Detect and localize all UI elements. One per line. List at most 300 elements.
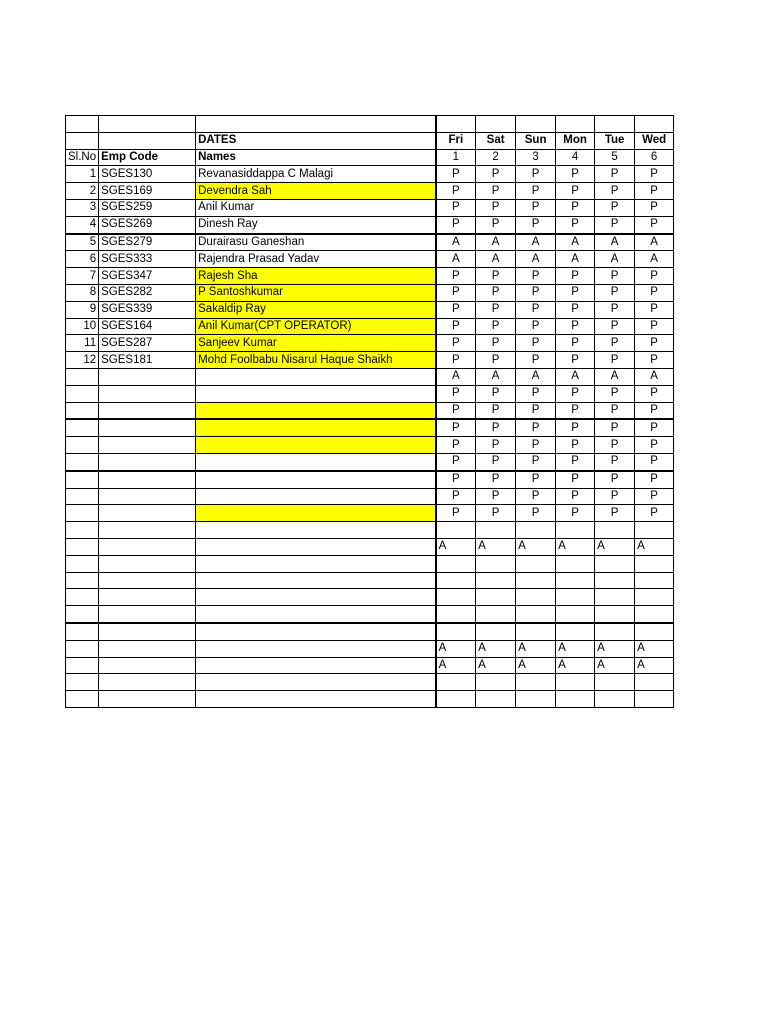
employee-name-cell[interactable]: Rajesh Sha — [196, 268, 436, 285]
blank-cell[interactable] — [99, 640, 196, 657]
attendance-cell[interactable] — [516, 623, 556, 640]
attendance-cell[interactable]: P — [635, 505, 674, 522]
attendance-cell[interactable]: P — [595, 437, 635, 454]
attendance-cell[interactable]: P — [516, 166, 556, 183]
attendance-cell[interactable] — [436, 691, 476, 708]
attendance-cell[interactable]: P — [635, 268, 674, 285]
attendance-cell[interactable]: P — [595, 488, 635, 505]
attendance-cell[interactable]: P — [436, 453, 476, 470]
blank-cell[interactable] — [99, 657, 196, 674]
blank-cell[interactable] — [99, 555, 196, 572]
attendance-cell[interactable]: P — [516, 437, 556, 454]
attendance-cell[interactable]: A — [516, 234, 556, 251]
attendance-cell[interactable]: P — [436, 199, 476, 216]
attendance-cell[interactable]: P — [556, 268, 595, 285]
day-number-header[interactable]: 5 — [595, 149, 635, 166]
attendance-cell[interactable]: P — [635, 488, 674, 505]
attendance-cell[interactable]: P — [476, 284, 516, 301]
blank-cell[interactable] — [476, 116, 516, 133]
attendance-cell[interactable] — [436, 606, 476, 623]
attendance-cell[interactable] — [635, 572, 674, 589]
attendance-cell[interactable] — [516, 522, 556, 539]
attendance-cell[interactable] — [595, 522, 635, 539]
attendance-cell[interactable]: P — [476, 352, 516, 369]
emp-code-cell[interactable]: SGES339 — [99, 301, 196, 318]
blank-name-cell[interactable] — [196, 606, 436, 623]
blank-cell[interactable] — [66, 555, 99, 572]
attendance-cell[interactable]: A — [476, 368, 516, 385]
blank-cell[interactable] — [66, 488, 99, 505]
attendance-cell[interactable]: P — [595, 471, 635, 488]
employee-name-cell[interactable]: Mohd Foolbabu Nisarul Haque Shaikh — [196, 352, 436, 369]
attendance-cell[interactable]: A — [516, 368, 556, 385]
employee-name-cell[interactable]: Rajendra Prasad Yadav — [196, 251, 436, 268]
attendance-cell[interactable]: P — [556, 352, 595, 369]
blank-cell[interactable] — [595, 116, 635, 133]
blank-cell[interactable] — [66, 657, 99, 674]
attendance-cell[interactable] — [476, 623, 516, 640]
sl-no-cell[interactable]: 2 — [66, 183, 99, 200]
attendance-cell[interactable]: A — [556, 251, 595, 268]
attendance-cell[interactable]: P — [476, 183, 516, 200]
attendance-cell[interactable] — [556, 674, 595, 691]
attendance-cell[interactable]: P — [595, 402, 635, 419]
attendance-cell[interactable]: P — [635, 471, 674, 488]
attendance-cell[interactable]: P — [476, 166, 516, 183]
attendance-cell[interactable] — [516, 555, 556, 572]
attendance-cell[interactable]: P — [436, 268, 476, 285]
employee-name-cell[interactable]: Devendra Sah — [196, 183, 436, 200]
blank-name-cell[interactable] — [196, 538, 436, 555]
attendance-cell[interactable]: P — [516, 488, 556, 505]
attendance-cell[interactable]: P — [436, 352, 476, 369]
attendance-cell[interactable] — [476, 606, 516, 623]
emp-code-cell[interactable]: SGES169 — [99, 183, 196, 200]
attendance-cell[interactable]: P — [476, 385, 516, 402]
attendance-cell[interactable]: P — [476, 301, 516, 318]
attendance-cell[interactable]: P — [516, 268, 556, 285]
emp-code-cell[interactable]: SGES279 — [99, 234, 196, 251]
attendance-cell[interactable]: A — [635, 251, 674, 268]
attendance-cell[interactable]: A — [476, 640, 516, 657]
blank-cell[interactable] — [99, 589, 196, 606]
attendance-cell[interactable]: P — [595, 166, 635, 183]
attendance-cell[interactable]: P — [556, 419, 595, 436]
blank-cell[interactable] — [66, 505, 99, 522]
dates-label[interactable]: DATES — [196, 132, 436, 149]
attendance-cell[interactable]: A — [595, 640, 635, 657]
attendance-cell[interactable]: P — [516, 505, 556, 522]
attendance-cell[interactable] — [476, 555, 516, 572]
blank-cell[interactable] — [516, 116, 556, 133]
blank-cell[interactable] — [99, 116, 196, 133]
blank-name-cell[interactable] — [196, 437, 436, 454]
attendance-cell[interactable]: P — [556, 301, 595, 318]
blank-cell[interactable] — [99, 674, 196, 691]
blank-name-cell[interactable] — [196, 522, 436, 539]
attendance-cell[interactable] — [595, 623, 635, 640]
attendance-cell[interactable] — [556, 606, 595, 623]
blank-cell[interactable] — [99, 471, 196, 488]
attendance-cell[interactable]: P — [476, 453, 516, 470]
sl-no-cell[interactable]: 8 — [66, 284, 99, 301]
emp-code-cell[interactable]: SGES164 — [99, 318, 196, 335]
sl-no-cell[interactable]: 9 — [66, 301, 99, 318]
attendance-cell[interactable]: A — [595, 234, 635, 251]
attendance-cell[interactable]: P — [516, 453, 556, 470]
attendance-cell[interactable]: P — [436, 471, 476, 488]
attendance-cell[interactable]: P — [595, 216, 635, 233]
attendance-cell[interactable]: P — [476, 488, 516, 505]
day-number-header[interactable]: 4 — [556, 149, 595, 166]
attendance-cell[interactable] — [556, 589, 595, 606]
attendance-cell[interactable] — [436, 589, 476, 606]
attendance-cell[interactable]: P — [516, 419, 556, 436]
attendance-cell[interactable]: P — [595, 268, 635, 285]
sl-no-cell[interactable]: 5 — [66, 234, 99, 251]
blank-cell[interactable] — [66, 402, 99, 419]
attendance-cell[interactable] — [476, 589, 516, 606]
attendance-cell[interactable]: P — [556, 385, 595, 402]
attendance-cell[interactable]: P — [436, 488, 476, 505]
attendance-cell[interactable]: P — [635, 284, 674, 301]
blank-cell[interactable] — [99, 402, 196, 419]
attendance-cell[interactable]: P — [635, 453, 674, 470]
blank-name-cell[interactable] — [196, 572, 436, 589]
blank-cell[interactable] — [66, 522, 99, 539]
blank-name-cell[interactable] — [196, 657, 436, 674]
attendance-cell[interactable]: A — [476, 251, 516, 268]
attendance-cell[interactable] — [635, 623, 674, 640]
attendance-cell[interactable]: A — [635, 538, 674, 555]
blank-cell[interactable] — [99, 132, 196, 149]
emp-code-header[interactable]: Emp Code — [99, 149, 196, 166]
attendance-cell[interactable]: P — [635, 318, 674, 335]
day-header-tue[interactable]: Tue — [595, 132, 635, 149]
attendance-cell[interactable]: A — [516, 657, 556, 674]
attendance-cell[interactable]: P — [436, 301, 476, 318]
attendance-cell[interactable] — [516, 572, 556, 589]
attendance-cell[interactable]: P — [516, 183, 556, 200]
attendance-cell[interactable]: P — [556, 166, 595, 183]
attendance-cell[interactable]: A — [635, 640, 674, 657]
blank-cell[interactable] — [635, 116, 674, 133]
attendance-cell[interactable]: P — [436, 183, 476, 200]
attendance-cell[interactable] — [476, 674, 516, 691]
employee-name-cell[interactable]: Anil Kumar(CPT OPERATOR) — [196, 318, 436, 335]
attendance-cell[interactable] — [556, 691, 595, 708]
blank-cell[interactable] — [66, 623, 99, 640]
attendance-cell[interactable] — [476, 522, 516, 539]
day-number-header[interactable]: 1 — [436, 149, 476, 166]
sl-no-header[interactable]: Sl.No — [66, 149, 99, 166]
attendance-cell[interactable] — [516, 691, 556, 708]
day-header-sun[interactable]: Sun — [516, 132, 556, 149]
blank-name-cell[interactable] — [196, 368, 436, 385]
blank-name-cell[interactable] — [196, 691, 436, 708]
blank-name-cell[interactable] — [196, 385, 436, 402]
attendance-cell[interactable] — [556, 555, 595, 572]
attendance-cell[interactable]: P — [476, 268, 516, 285]
attendance-cell[interactable]: P — [436, 419, 476, 436]
attendance-cell[interactable]: P — [556, 471, 595, 488]
attendance-cell[interactable]: P — [635, 183, 674, 200]
attendance-cell[interactable] — [476, 691, 516, 708]
attendance-cell[interactable] — [595, 555, 635, 572]
attendance-cell[interactable]: P — [516, 352, 556, 369]
employee-name-cell[interactable]: Durairasu Ganeshan — [196, 234, 436, 251]
blank-cell[interactable] — [66, 471, 99, 488]
attendance-cell[interactable]: P — [556, 488, 595, 505]
attendance-cell[interactable]: P — [516, 471, 556, 488]
attendance-cell[interactable]: P — [476, 402, 516, 419]
attendance-cell[interactable]: P — [516, 402, 556, 419]
attendance-cell[interactable] — [436, 572, 476, 589]
attendance-cell[interactable]: P — [476, 216, 516, 233]
attendance-cell[interactable]: P — [635, 335, 674, 352]
attendance-cell[interactable]: P — [436, 437, 476, 454]
attendance-cell[interactable]: P — [556, 437, 595, 454]
attendance-cell[interactable]: A — [595, 368, 635, 385]
attendance-cell[interactable]: P — [635, 216, 674, 233]
blank-cell[interactable] — [99, 538, 196, 555]
attendance-cell[interactable]: A — [635, 657, 674, 674]
blank-name-cell[interactable] — [196, 419, 436, 436]
attendance-cell[interactable]: P — [476, 318, 516, 335]
blank-cell[interactable] — [99, 368, 196, 385]
blank-cell[interactable] — [196, 116, 436, 133]
blank-name-cell[interactable] — [196, 453, 436, 470]
employee-name-cell[interactable]: P Santoshkumar — [196, 284, 436, 301]
attendance-cell[interactable]: A — [635, 368, 674, 385]
sl-no-cell[interactable]: 10 — [66, 318, 99, 335]
emp-code-cell[interactable]: SGES287 — [99, 335, 196, 352]
attendance-cell[interactable]: P — [635, 402, 674, 419]
attendance-cell[interactable]: P — [556, 199, 595, 216]
attendance-cell[interactable]: P — [516, 216, 556, 233]
attendance-cell[interactable]: P — [556, 453, 595, 470]
attendance-cell[interactable]: P — [635, 419, 674, 436]
attendance-cell[interactable] — [556, 572, 595, 589]
blank-cell[interactable] — [99, 419, 196, 436]
attendance-cell[interactable] — [516, 589, 556, 606]
blank-cell[interactable] — [66, 538, 99, 555]
attendance-cell[interactable] — [595, 691, 635, 708]
attendance-cell[interactable]: P — [516, 301, 556, 318]
attendance-cell[interactable] — [595, 606, 635, 623]
attendance-cell[interactable]: P — [556, 505, 595, 522]
blank-cell[interactable] — [99, 623, 196, 640]
attendance-cell[interactable]: A — [436, 640, 476, 657]
sl-no-cell[interactable]: 3 — [66, 199, 99, 216]
blank-cell[interactable] — [66, 606, 99, 623]
attendance-cell[interactable]: P — [436, 335, 476, 352]
attendance-cell[interactable]: A — [436, 657, 476, 674]
sl-no-cell[interactable]: 4 — [66, 216, 99, 233]
attendance-cell[interactable]: P — [635, 437, 674, 454]
attendance-cell[interactable]: P — [556, 284, 595, 301]
blank-cell[interactable] — [66, 691, 99, 708]
attendance-cell[interactable]: P — [476, 505, 516, 522]
attendance-cell[interactable]: A — [556, 640, 595, 657]
attendance-cell[interactable] — [556, 522, 595, 539]
attendance-cell[interactable]: P — [516, 335, 556, 352]
attendance-cell[interactable]: P — [595, 199, 635, 216]
attendance-cell[interactable] — [635, 522, 674, 539]
attendance-cell[interactable]: A — [516, 251, 556, 268]
attendance-cell[interactable] — [436, 623, 476, 640]
employee-name-cell[interactable]: Sanjeev Kumar — [196, 335, 436, 352]
employee-name-cell[interactable]: Sakaldip Ray — [196, 301, 436, 318]
attendance-cell[interactable]: A — [516, 640, 556, 657]
attendance-cell[interactable]: A — [595, 657, 635, 674]
attendance-cell[interactable]: P — [436, 402, 476, 419]
emp-code-cell[interactable]: SGES269 — [99, 216, 196, 233]
attendance-cell[interactable]: A — [556, 234, 595, 251]
attendance-cell[interactable] — [595, 589, 635, 606]
emp-code-cell[interactable]: SGES181 — [99, 352, 196, 369]
attendance-cell[interactable]: P — [595, 301, 635, 318]
attendance-cell[interactable] — [516, 606, 556, 623]
attendance-cell[interactable]: A — [595, 251, 635, 268]
attendance-cell[interactable]: P — [556, 335, 595, 352]
blank-cell[interactable] — [66, 572, 99, 589]
attendance-cell[interactable]: P — [476, 335, 516, 352]
attendance-cell[interactable]: P — [436, 385, 476, 402]
attendance-cell[interactable]: P — [556, 216, 595, 233]
attendance-cell[interactable]: A — [556, 657, 595, 674]
blank-name-cell[interactable] — [196, 555, 436, 572]
emp-code-cell[interactable]: SGES282 — [99, 284, 196, 301]
blank-cell[interactable] — [436, 116, 476, 133]
attendance-cell[interactable]: A — [595, 538, 635, 555]
emp-code-cell[interactable]: SGES347 — [99, 268, 196, 285]
attendance-cell[interactable] — [436, 522, 476, 539]
attendance-cell[interactable]: P — [436, 505, 476, 522]
blank-cell[interactable] — [66, 385, 99, 402]
employee-name-cell[interactable]: Revanasiddappa C Malagi — [196, 166, 436, 183]
blank-cell[interactable] — [66, 132, 99, 149]
attendance-cell[interactable]: P — [595, 318, 635, 335]
attendance-cell[interactable] — [476, 572, 516, 589]
sl-no-cell[interactable]: 7 — [66, 268, 99, 285]
blank-cell[interactable] — [66, 589, 99, 606]
attendance-cell[interactable]: P — [476, 471, 516, 488]
blank-cell[interactable] — [66, 116, 99, 133]
attendance-cell[interactable] — [516, 674, 556, 691]
attendance-cell[interactable]: P — [595, 385, 635, 402]
attendance-cell[interactable]: P — [635, 166, 674, 183]
blank-cell[interactable] — [99, 437, 196, 454]
attendance-cell[interactable] — [436, 674, 476, 691]
day-number-header[interactable]: 2 — [476, 149, 516, 166]
sl-no-cell[interactable]: 12 — [66, 352, 99, 369]
day-header-fri[interactable]: Fri — [436, 132, 476, 149]
attendance-cell[interactable]: A — [436, 538, 476, 555]
attendance-cell[interactable]: P — [516, 284, 556, 301]
attendance-cell[interactable]: P — [595, 335, 635, 352]
blank-cell[interactable] — [99, 606, 196, 623]
employee-name-cell[interactable]: Anil Kumar — [196, 199, 436, 216]
attendance-cell[interactable]: P — [635, 352, 674, 369]
attendance-cell[interactable]: A — [635, 234, 674, 251]
blank-cell[interactable] — [556, 116, 595, 133]
attendance-cell[interactable]: P — [436, 318, 476, 335]
attendance-cell[interactable]: P — [556, 402, 595, 419]
attendance-cell[interactable]: P — [595, 183, 635, 200]
blank-cell[interactable] — [99, 453, 196, 470]
blank-cell[interactable] — [66, 368, 99, 385]
attendance-cell[interactable] — [595, 572, 635, 589]
attendance-cell[interactable]: P — [436, 216, 476, 233]
attendance-cell[interactable]: P — [556, 183, 595, 200]
blank-name-cell[interactable] — [196, 402, 436, 419]
attendance-cell[interactable]: P — [595, 419, 635, 436]
attendance-cell[interactable]: A — [556, 368, 595, 385]
blank-name-cell[interactable] — [196, 623, 436, 640]
blank-name-cell[interactable] — [196, 488, 436, 505]
emp-code-cell[interactable]: SGES130 — [99, 166, 196, 183]
attendance-cell[interactable]: P — [595, 284, 635, 301]
attendance-cell[interactable]: P — [516, 318, 556, 335]
attendance-cell[interactable]: A — [556, 538, 595, 555]
sl-no-cell[interactable]: 6 — [66, 251, 99, 268]
attendance-cell[interactable]: A — [436, 251, 476, 268]
blank-name-cell[interactable] — [196, 640, 436, 657]
day-number-header[interactable]: 3 — [516, 149, 556, 166]
blank-cell[interactable] — [99, 505, 196, 522]
blank-name-cell[interactable] — [196, 505, 436, 522]
attendance-cell[interactable]: P — [436, 284, 476, 301]
attendance-cell[interactable]: P — [595, 453, 635, 470]
attendance-cell[interactable]: P — [635, 301, 674, 318]
day-number-header[interactable]: 6 — [635, 149, 674, 166]
attendance-cell[interactable]: A — [516, 538, 556, 555]
attendance-cell[interactable] — [635, 589, 674, 606]
attendance-cell[interactable] — [595, 674, 635, 691]
attendance-cell[interactable]: P — [516, 385, 556, 402]
attendance-cell[interactable]: P — [595, 505, 635, 522]
attendance-cell[interactable] — [635, 691, 674, 708]
attendance-cell[interactable]: P — [635, 385, 674, 402]
attendance-cell[interactable] — [635, 674, 674, 691]
attendance-cell[interactable] — [436, 555, 476, 572]
emp-code-cell[interactable]: SGES333 — [99, 251, 196, 268]
employee-name-cell[interactable]: Dinesh Ray — [196, 216, 436, 233]
attendance-cell[interactable]: A — [476, 657, 516, 674]
blank-cell[interactable] — [66, 437, 99, 454]
blank-cell[interactable] — [66, 419, 99, 436]
blank-name-cell[interactable] — [196, 471, 436, 488]
blank-cell[interactable] — [99, 572, 196, 589]
attendance-cell[interactable]: P — [635, 199, 674, 216]
attendance-cell[interactable]: P — [476, 199, 516, 216]
day-header-sat[interactable]: Sat — [476, 132, 516, 149]
day-header-wed[interactable]: Wed — [635, 132, 674, 149]
attendance-cell[interactable] — [635, 555, 674, 572]
names-header[interactable]: Names — [196, 149, 436, 166]
blank-cell[interactable] — [66, 640, 99, 657]
attendance-cell[interactable]: A — [436, 368, 476, 385]
attendance-cell[interactable]: P — [476, 419, 516, 436]
blank-cell[interactable] — [66, 453, 99, 470]
day-header-mon[interactable]: Mon — [556, 132, 595, 149]
blank-cell[interactable] — [99, 522, 196, 539]
attendance-cell[interactable]: P — [476, 437, 516, 454]
attendance-cell[interactable]: P — [436, 166, 476, 183]
attendance-cell[interactable]: P — [556, 318, 595, 335]
attendance-cell[interactable]: P — [595, 352, 635, 369]
